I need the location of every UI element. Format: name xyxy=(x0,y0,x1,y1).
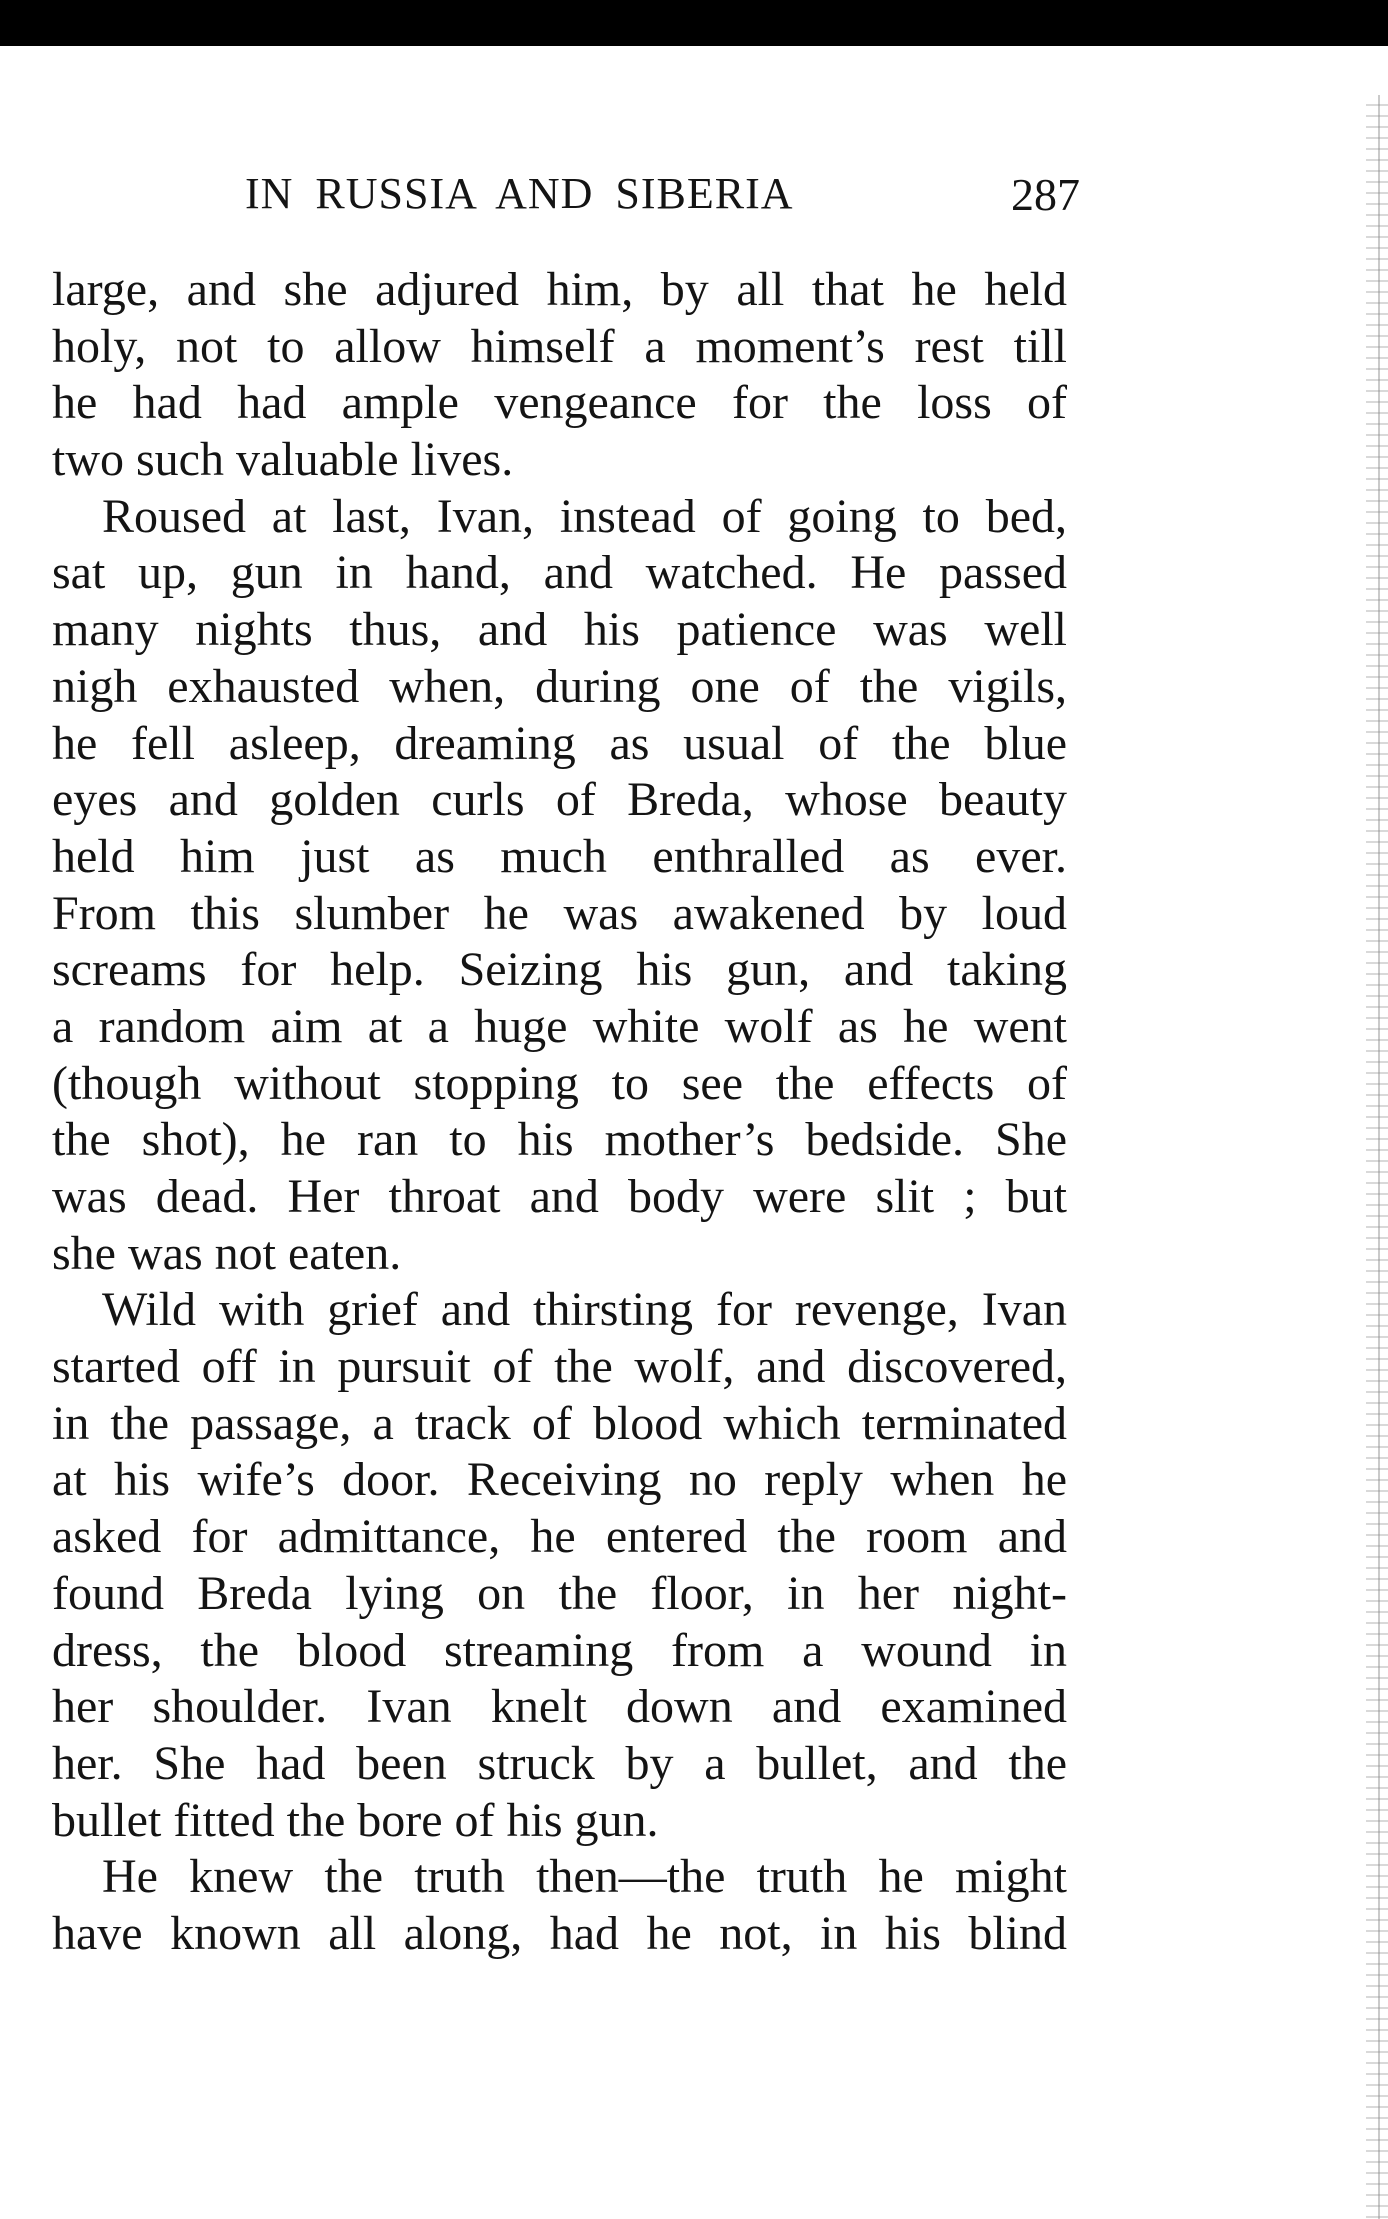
text-line: found Breda lying on the floor, in her night- xyxy=(52,1566,1067,1620)
running-title: IN RUSSIA AND SIBERIA xyxy=(245,169,794,218)
running-head xyxy=(245,168,1080,224)
text-line: held him just as much enthralled as ever. xyxy=(52,829,1067,883)
text-line: bullet fitted the bore of his gun. xyxy=(52,1793,659,1847)
text-line: in the passage, a track of blood which terminated xyxy=(52,1396,1067,1450)
text-line: From this slumber he was awakened by loud xyxy=(52,886,1067,940)
text-line: her shoulder. Ivan knelt down and examined xyxy=(52,1680,1067,1734)
text-line: at his wife’s door. Receiving no reply when he xyxy=(52,1453,1067,1507)
text-line: sat up, gun in hand, and watched. He passed xyxy=(52,546,1067,600)
text-line: eyes and golden curls of Breda, whose beauty xyxy=(52,773,1067,827)
text-line: large, and she adjured him, by all that he held xyxy=(52,263,1067,316)
text-line: he had had ample vengeance for the loss of xyxy=(52,376,1067,430)
text-line: dress, the blood streaming from a wound in xyxy=(52,1623,1067,1677)
text-line: her. She had been struck by a bullet, and the xyxy=(52,1736,1067,1790)
scan-top-border xyxy=(0,0,1388,46)
text-line: many nights thus, and his patience was well xyxy=(52,603,1067,657)
text-line: two such valuable lives. xyxy=(52,433,514,487)
text-line: started off in pursuit of the wolf, and discovered, xyxy=(52,1340,1067,1394)
text-line: (though without stopping to see the effects of xyxy=(52,1056,1067,1110)
text-line: screams for help. Seizing his gun, and taking xyxy=(52,943,1067,997)
body-text xyxy=(52,262,1067,1963)
text-line: the shot), he ran to his mother’s bedside. She xyxy=(52,1113,1067,1167)
text-line: Roused at last, Ivan, instead of going to bed, xyxy=(102,489,1067,543)
scan-page-edge xyxy=(1366,95,1388,2219)
text-line: have known all along, had he not, in his blind xyxy=(52,1906,1067,1960)
page-number: 287 xyxy=(1011,169,1080,220)
text-line: He knew the truth then—the truth he might xyxy=(102,1850,1067,1904)
text-line: holy, not to allow himself a moment’s rest till xyxy=(52,319,1067,373)
text-line: was dead. Her throat and body were slit ; but xyxy=(52,1170,1067,1223)
text-line: nigh exhausted when, during one of the vigils, xyxy=(52,659,1067,713)
text-line: asked for admittance, he entered the room and xyxy=(52,1510,1067,1564)
text-line: she was not eaten. xyxy=(52,1226,402,1280)
text-line: Wild with grief and thirsting for revenge, Ivan xyxy=(102,1283,1067,1337)
text-line: a random aim at a huge white wolf as he went xyxy=(52,999,1067,1053)
text-line: he fell asleep, dreaming as usual of the blue xyxy=(52,716,1067,770)
